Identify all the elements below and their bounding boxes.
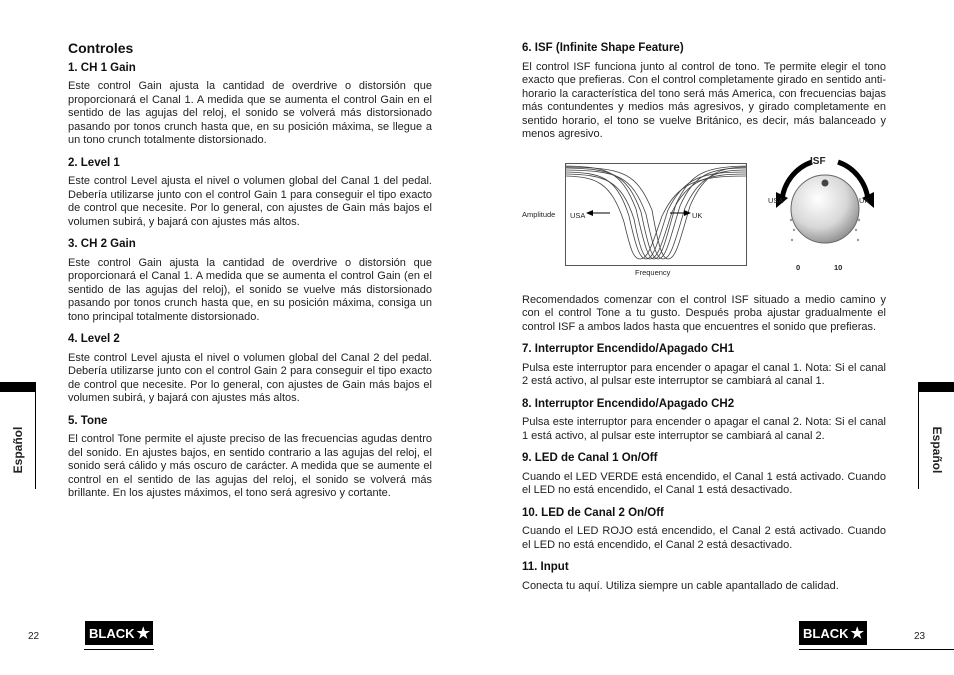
knob-max-label: 10 — [834, 262, 843, 272]
section-body-led1: Cuando el LED VERDE está encendido, el Canal 1 está activado. Cuando el LED no está encendido, el Canal 1 está desactivado. — [522, 470, 886, 496]
star-icon: ★ — [850, 625, 864, 642]
left-column — [68, 42, 432, 510]
section-heading-ch2-switch: 8. Interruptor Encendido/Apagado CH2 — [522, 397, 735, 410]
knob-isf-label: ISF — [810, 155, 826, 167]
section-heading-input: 11. Input — [522, 561, 569, 573]
isf-knob-diagram — [764, 152, 886, 286]
language-tab-left — [0, 382, 36, 489]
page-title: Controles — [68, 40, 134, 56]
language-tab-right-label: Español — [930, 426, 944, 474]
section-body-level2: Este control Level ajusta el nivel o volumen global del Canal 2 del pedal. Debería utilizarse junto con el control Gain 2 para conseguir el tipo exacto de control que necesite. Por lo general, con ajustes de Gain más bajos el volumen subirá, y bajará con ajustes más altos. — [68, 351, 432, 404]
section-heading-led1: 9. LED de Canal 1 On/Off — [522, 452, 658, 464]
footer-rule-right — [799, 649, 954, 650]
section-heading-led2: 10. LED de Canal 2 On/Off — [522, 506, 664, 519]
logo-text-right: BLACK — [803, 625, 849, 641]
section-body-ch1-gain: Este control Gain ajusta la cantidad de overdrive o distorsión que proporcionará el Canal 1. A medida que se aumenta el control Gain en el sentido de las agujas del reloj, el sonido se volverá más distorsionado pasando por tonos crunch hasta que, en su posición máxima, se llegue a un tono crunch totalmente distorsionado. — [68, 80, 432, 146]
knob-usa-label: USA — [768, 195, 784, 205]
section-heading-ch2-gain: 3. CH 2 Gain — [68, 238, 136, 250]
section-body-input: Conecta tu aquí. Utiliza siempre un cable apantallado de calidad. — [522, 579, 839, 592]
section-body-led2: Cuando el LED ROJO está encendido, el Canal 2 está activado. Cuando el LED no está encendido, el Canal 2 está desactivado. — [522, 525, 886, 551]
section-body-level1: Este control Level ajusta el nivel o volumen global del Canal 1 del pedal. Debería utilizarse junto con el control Gain 1 para conseguir el tipo exacto de control que necesite. Por lo general, con ajustes de Gain más bajos el volumen subirá, y bajará con ajustes más altos. — [68, 175, 432, 228]
black-star-logo-left — [85, 621, 153, 645]
isf-recommendation: Recomendados comenzar con el control ISF situado a medio camino y con el control Tone a tu gusto. Después proba ajustar gradualmente el control ISF a ambos lados hasta que encuentres el sonido que prefieras. — [522, 293, 886, 333]
section-body-ch2-gain: Este control Gain ajusta la cantidad de overdrive o distorsión que proporcionará el Canal 1. A medida que se aumenta el control Gain (en el sentido de las agujas del reloj), el sonido se vuelve más distorsionado pasando por tonos crunch hasta que, en su posición máxima, consiga un tono principal totalmente distorsionado. — [68, 256, 432, 323]
black-star-logo-right — [799, 621, 867, 645]
section-body-tone: El control Tone permite el ajuste preciso de las frecuencias agudas dentro del sonido. En ajustes bajos, en sentido contrario a las agujas del reloj, el sonido será cálido y más oscuro de carácter. A medida que se aumente el control en el sentido de las agujas del reloj, el sonido se volverá más brillante. En los ajustes máximos, el tono será agresivo y cortante. — [68, 433, 432, 499]
knob-min-label: 0 — [796, 262, 801, 272]
right-column — [522, 42, 886, 602]
language-tab-left-label: Español — [11, 426, 25, 474]
page-number-left: 22 — [28, 631, 40, 642]
language-tab-right — [918, 382, 954, 489]
section-heading-level1: 2. Level 1 — [68, 156, 120, 169]
frequency-label: Frequency — [635, 267, 671, 277]
section-body-ch2-switch: Pulsa este interruptor para encender o apagar el canal 2. Nota: Si el canal 1 está activo, al pulsar este interruptor se cambiará al canal 2. — [522, 416, 886, 442]
logo-text-left: BLACK — [89, 625, 135, 641]
isf-curves-svg — [566, 164, 746, 265]
footer-rule-left — [84, 649, 154, 650]
graph-uk-label: UK — [692, 210, 703, 220]
star-icon: ★ — [136, 625, 150, 642]
section-heading-level2: 4. Level 2 — [68, 333, 120, 345]
page-number-right: 23 — [914, 631, 926, 642]
knob-uk-label: UK — [859, 195, 870, 205]
section-body-ch1-switch: Pulsa este interruptor para encender o apagar el canal 1. Nota: Si el canal 2 está activo, al pulsar este interruptor se cambiará al canal 1. — [522, 361, 886, 387]
isf-figure — [522, 152, 886, 286]
section-heading-tone: 5. Tone — [68, 414, 108, 427]
isf-frequency-graph — [565, 163, 747, 266]
section-heading-isf: 6. ISF (Infinite Shape Feature) — [522, 42, 684, 54]
section-heading-ch1-gain: 1. CH 1 Gain — [68, 61, 136, 74]
amplitude-label: Amplitude — [522, 209, 556, 219]
section-heading-ch1-switch: 7. Interruptor Encendido/Apagado CH1 — [522, 343, 735, 355]
section-body-isf: El control ISF funciona junto al control de tono. Te permite elegir el tono exacto que prefieras. Con el control completamente girado en sentido anti-horario la característica del tono será más America, con frecuencias bajas más contundentes y medios más agresivos, y girado completamente en sentido horario, el tono se vuelve Británico, es decir, más balanceado y menos agresivo. — [522, 60, 886, 140]
graph-usa-label: USA — [570, 210, 586, 220]
